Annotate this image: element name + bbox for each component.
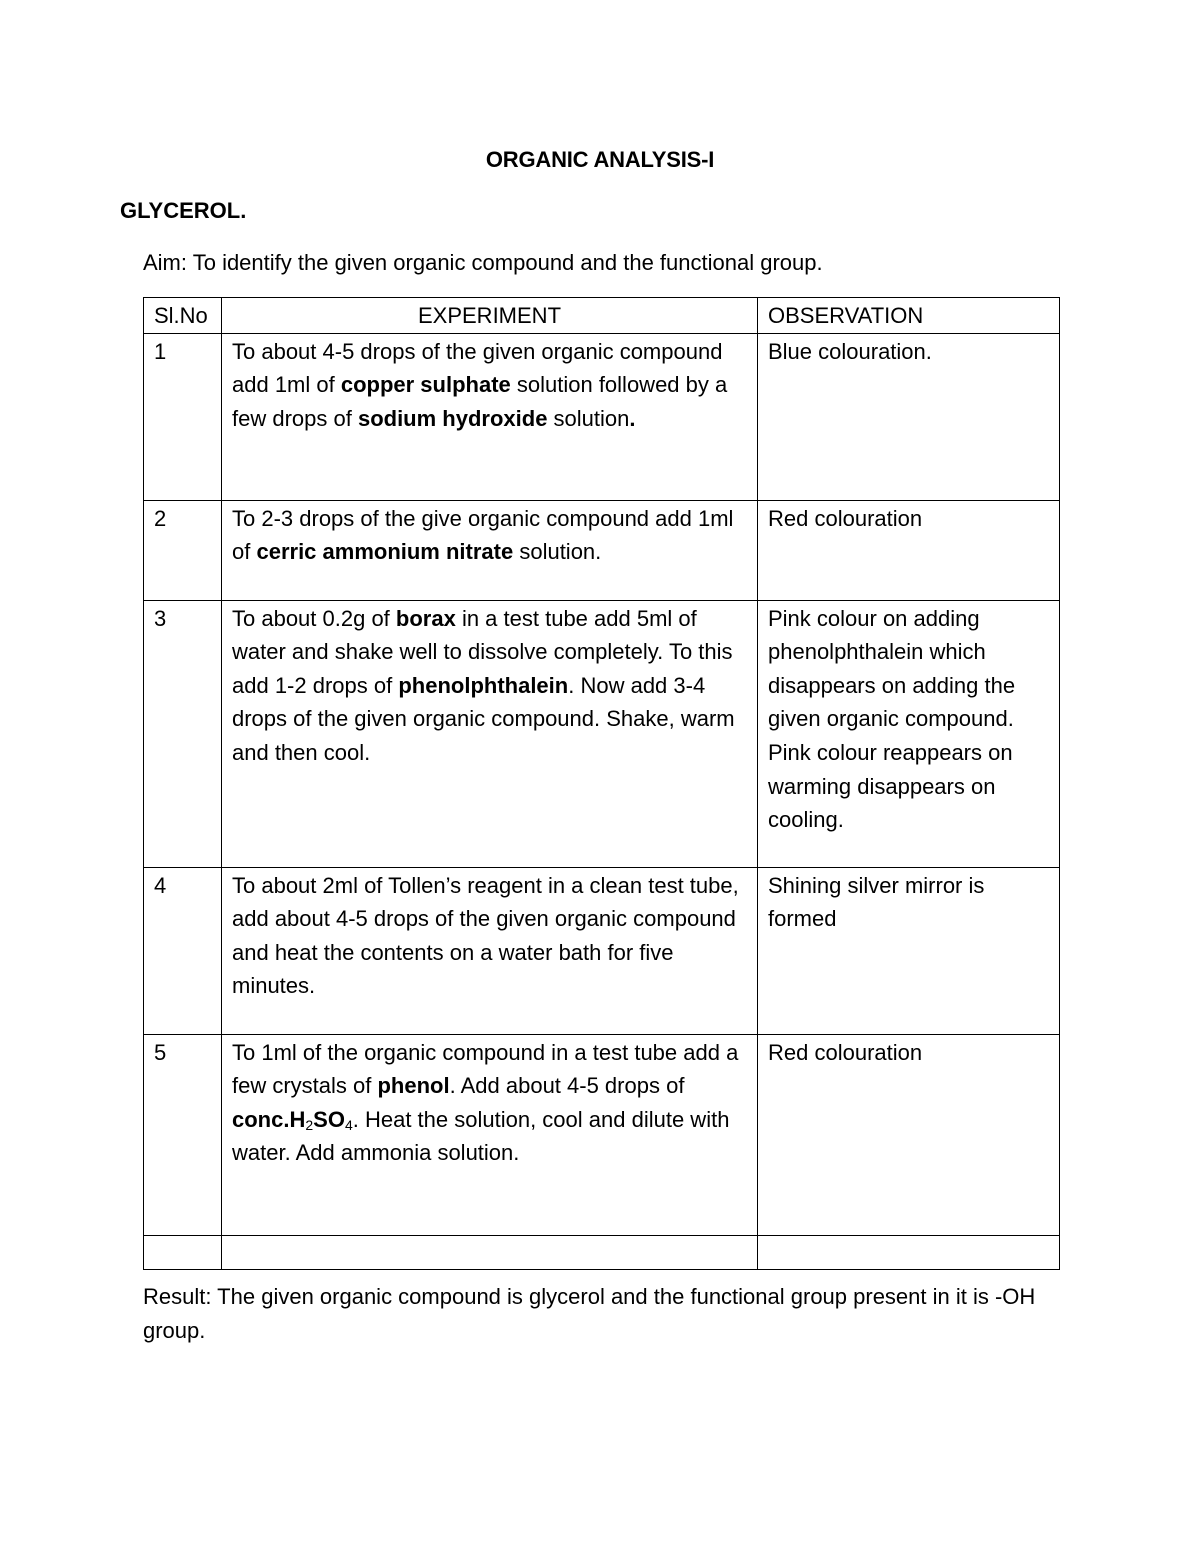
sl-no-cell: 4 — [144, 867, 222, 1034]
table-row — [144, 600, 1060, 867]
empty-table-row — [144, 1235, 1060, 1269]
table-row — [144, 1034, 1060, 1235]
observation-cell: Shining silver mirror is formed — [758, 867, 1060, 1034]
aim-text: Aim: To identify the given organic compound and the functional group. — [143, 250, 823, 275]
experiment-cell: To 1ml of the organic compound in a test tube add a few crystals of phenol. Add about 4-5 drops of $conc.H_2SO_4$. Heat the solution, cool and dilute with water. Add ammonia solution. — [222, 1034, 758, 1235]
empty-cell — [144, 1235, 222, 1269]
experiment-cell: To about 2ml of Tollen’s reagent in a clean test tube, add about 4-5 drops of the given organic compound and heat the contents on a water bath for five minutes. — [222, 867, 758, 1034]
experiment-cell: To 2-3 drops of the give organic compound add 1ml of cerric ammonium nitrate solution. — [222, 500, 758, 600]
observation-cell: Pink colour on adding phenolphthalein which disappears on adding the given organic compound. Pink colour reappears on warming disappears on cooling. — [758, 600, 1060, 867]
header-sl-no: Sl.No — [144, 298, 222, 334]
table-row — [144, 867, 1060, 1034]
compound-heading: GLYCEROL. — [120, 198, 247, 223]
empty-cell — [222, 1235, 758, 1269]
header-observation: OBSERVATION — [758, 298, 1060, 334]
table-row — [144, 333, 1060, 500]
experiment-cell: To about 0.2g of borax in a test tube add 5ml of water and shake well to dissolve completely. To this add 1-2 drops of phenolphthalein. Now add 3-4 drops of the given organic compound. Shake, warm and then cool. — [222, 600, 758, 867]
experiment-cell: To about 4-5 drops of the given organic compound add 1ml of copper sulphate solution followed by a few drops of sodium hydroxide solution. — [222, 333, 758, 500]
experiment-table — [143, 297, 1060, 1270]
observation-cell: Blue colouration. — [758, 333, 1060, 500]
observation-cell: Red colouration — [758, 1034, 1060, 1235]
table-row — [144, 500, 1060, 600]
result-text: Result: The given organic compound is glycerol and the functional group present in it is -OH group. — [143, 1284, 1036, 1343]
empty-cell — [758, 1235, 1060, 1269]
sl-no-cell: 1 — [144, 333, 222, 500]
table-header-row — [144, 298, 1060, 334]
sl-no-cell: 3 — [144, 600, 222, 867]
sl-no-cell: 5 — [144, 1034, 222, 1235]
header-experiment: EXPERIMENT — [222, 298, 758, 334]
observation-cell: Red colouration — [758, 500, 1060, 600]
page-title: ORGANIC ANALYSIS-I — [485, 147, 715, 172]
sl-no-cell: 2 — [144, 500, 222, 600]
